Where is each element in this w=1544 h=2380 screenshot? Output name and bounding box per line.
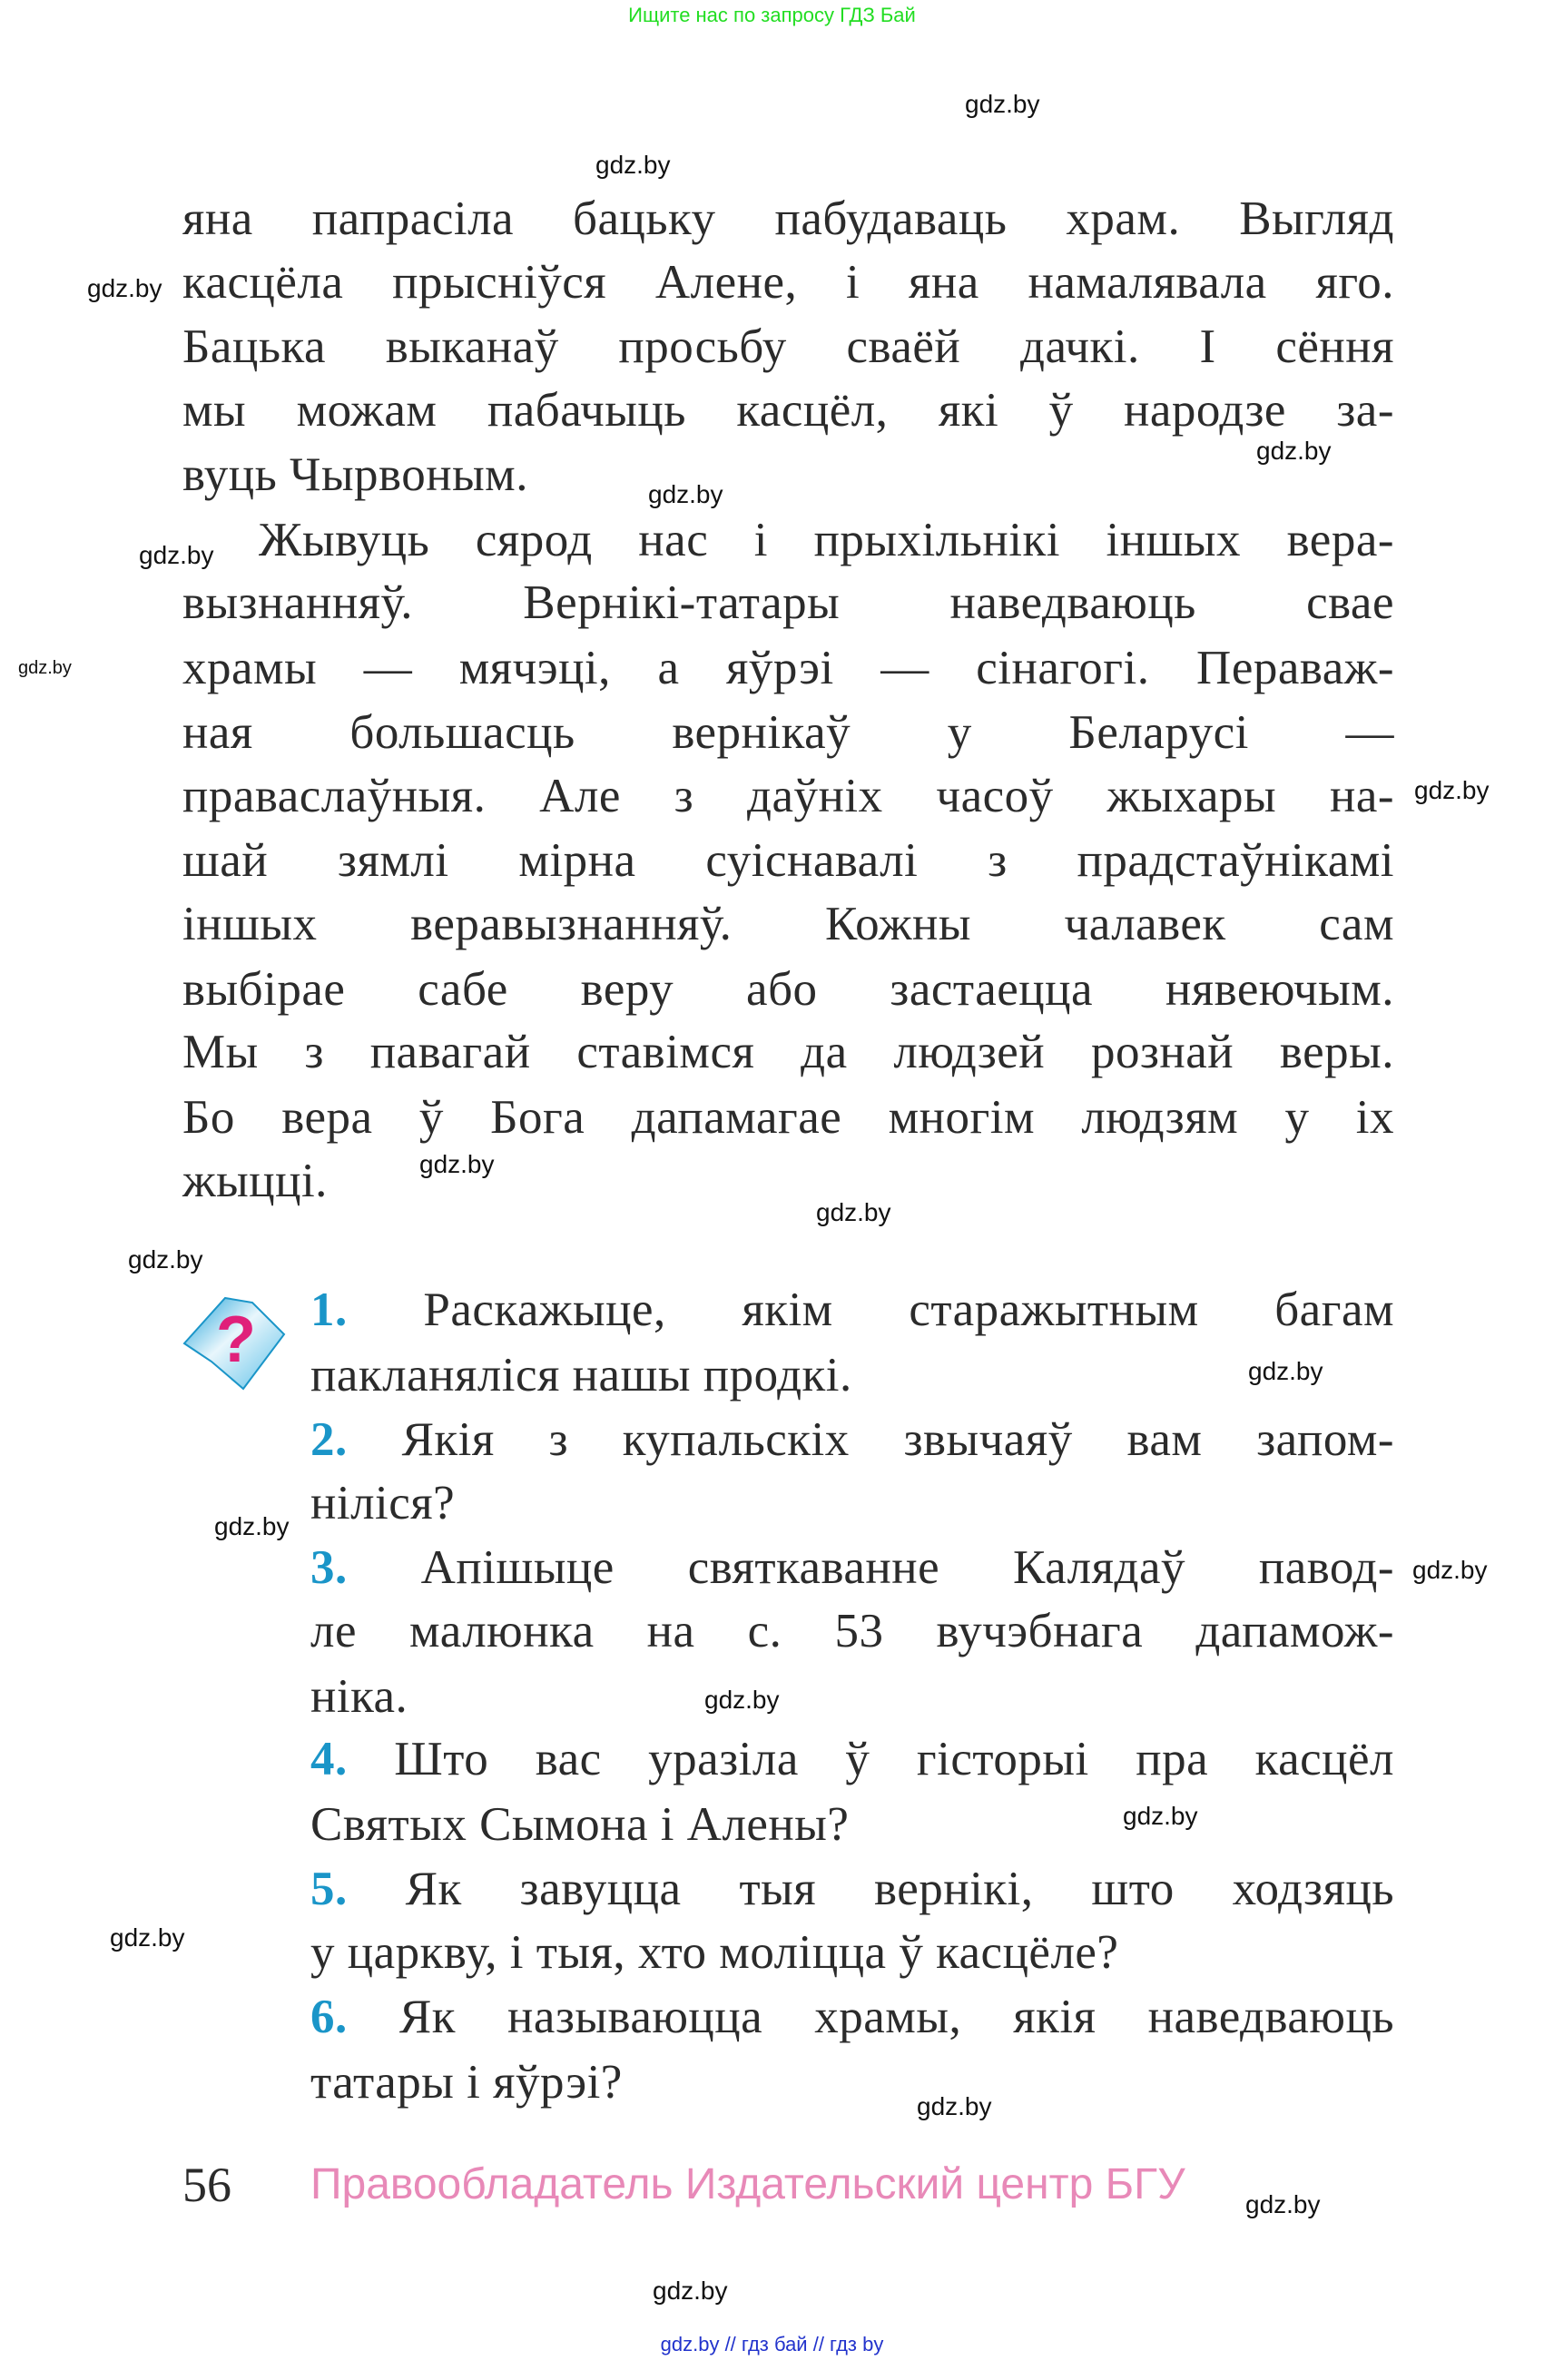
- question-line: [310, 1985, 1394, 2049]
- text-line: іншых веравызнанняў. Кожны чалавек сам: [182, 898, 1394, 950]
- watermark: gdz.by: [1256, 437, 1332, 465]
- text-line: Жывуць сярод нас і прыхільнікі іншых вера-: [259, 514, 1394, 566]
- question-text: Святых Сымона і Алены?: [310, 1798, 850, 1851]
- watermark: gdz.by: [87, 274, 162, 302]
- question-text: Раскажыце, якім старажытным багам: [423, 1283, 1395, 1336]
- watermark: gdz.by: [1248, 1357, 1323, 1385]
- question-text: ле малюнка на с. 53 вучэбнага дапамож-: [310, 1605, 1394, 1657]
- question-text: ніка.: [310, 1670, 408, 1723]
- question-number: 3.: [310, 1541, 348, 1594]
- text-line: касцёла прысніўся Алене, і яна намалявала яго.: [182, 256, 1394, 309]
- watermark: gdz.by: [653, 2277, 728, 2305]
- watermark: gdz.by: [816, 1198, 891, 1226]
- page-number: 56: [182, 2158, 231, 2212]
- footer-links[interactable]: gdz.by // гдз бай // гдз by: [660, 2333, 884, 2355]
- question-text: Якія з купальскіх звычаяў вам запом-: [401, 1413, 1395, 1466]
- watermark: gdz.by: [1412, 1556, 1488, 1584]
- question-number: 2.: [310, 1413, 348, 1466]
- watermark: gdz.by: [648, 480, 723, 508]
- question-line: [310, 1857, 1394, 1921]
- question-book-icon: [180, 1293, 289, 1393]
- question-line: [310, 1727, 1394, 1791]
- watermark: gdz.by: [965, 90, 1040, 118]
- text-line: Бацька выканаў просьбу сваёй дачкі. І сёння: [182, 320, 1394, 373]
- text-line: ная большасць вернікаў у Беларусі —: [182, 706, 1394, 759]
- watermark: gdz.by: [1414, 776, 1490, 804]
- watermark: gdz.by: [419, 1150, 495, 1178]
- watermark: gdz.by: [214, 1512, 290, 1540]
- watermark: gdz.by: [110, 1923, 185, 1952]
- question-line: [310, 1665, 408, 1728]
- question-number: 5.: [310, 1863, 348, 1915]
- question-line: [310, 1599, 1394, 1663]
- question-line: [310, 1536, 1394, 1599]
- text-line: праваслаўныя. Але з даўніх часоў жыхары на-: [182, 770, 1394, 822]
- watermark: gdz.by: [704, 1686, 780, 1714]
- question-line: [310, 1343, 852, 1407]
- question-text: пакланяліся нашы продкі.: [310, 1349, 852, 1401]
- text-line: выбірае сабе веру або застаецца нявеючым.: [182, 963, 1394, 1016]
- watermark: gdz.by: [1245, 2190, 1321, 2218]
- text-line: мы можам пабачыць касцёл, які ў народзе за-: [182, 384, 1394, 437]
- svg-text:?: ?: [216, 1303, 256, 1376]
- watermark: gdz.by: [139, 541, 214, 569]
- watermark: gdz.by: [917, 2092, 992, 2120]
- question-number: 1.: [310, 1283, 348, 1336]
- question-text: татары і яўрэі?: [310, 2056, 623, 2109]
- text-line: Бо вера ў Бога дапамагае многім людзям у іх: [182, 1091, 1394, 1144]
- question-text: ніліся?: [310, 1477, 456, 1529]
- question-text: Як называюцца храмы, якія наведваюць: [398, 1991, 1394, 2043]
- question-text: у царкву, і тыя, хто моліцца ў касцёле?: [310, 1926, 1119, 1979]
- text-line: вызнанняў. Вернікі-татары наведваюць свае: [182, 576, 1394, 629]
- text-line: жыцці.: [182, 1155, 328, 1207]
- question-number: 4.: [310, 1733, 348, 1785]
- watermark: gdz.by: [128, 1245, 203, 1274]
- question-line: [310, 1471, 455, 1535]
- text-line: яна папрасіла бацьку пабудаваць храм. Выгляд: [182, 192, 1394, 245]
- watermark: gdz.by: [18, 658, 72, 678]
- text-line: вуць Чырвоным.: [182, 448, 528, 501]
- question-number: 6.: [310, 1991, 348, 2043]
- question-text: Як завуцца тыя вернікі, што ходзяць: [405, 1863, 1394, 1915]
- copyright-notice: Правообладатель Издательский центр БГУ: [310, 2160, 1185, 2208]
- header-search-hint: Ищите нас по запросу ГДЗ Бай: [628, 4, 916, 26]
- question-line: [310, 1408, 1394, 1471]
- watermark: gdz.by: [1123, 1802, 1198, 1830]
- question-text: Апішыце святкаванне Калядаў павод-: [420, 1541, 1395, 1594]
- text-line: шай зямлі мірна суіснавалі з прадстаўнікамі: [182, 834, 1394, 887]
- question-text: Што вас уразіла ў гісторыі пра касцёл: [394, 1733, 1395, 1785]
- question-line: [310, 1793, 849, 1856]
- question-line: [310, 1278, 1394, 1342]
- question-line: [310, 1921, 1118, 1984]
- question-line: [310, 2051, 623, 2114]
- watermark: gdz.by: [595, 151, 671, 179]
- text-line: храмы — мячэці, а яўрэі — сінагогі. Пераваж-: [182, 642, 1394, 694]
- text-line: Мы з павагай ставімся да людзей рознай веры.: [182, 1026, 1394, 1078]
